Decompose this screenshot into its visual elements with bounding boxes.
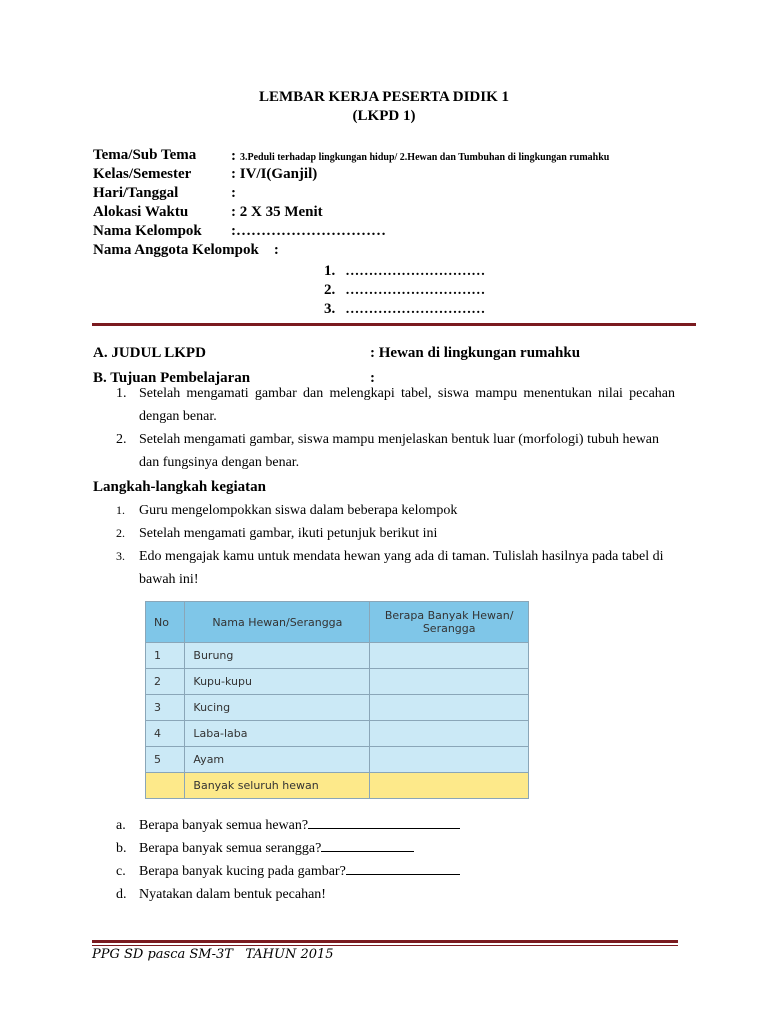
cell-name: Laba-laba [185,721,370,747]
cell-count[interactable] [370,695,529,721]
alokasi-label: Alokasi Waktu [93,204,189,220]
member-row: 1. ………………………… [324,263,486,279]
step-num: 2. [116,526,125,540]
footer-rule-thin [92,945,678,946]
animal-table [145,601,529,799]
page-subtitle: (LKPD 1) [352,108,416,124]
footer-rule [92,940,678,943]
member-row: 3. ………………………… [324,301,486,317]
question-letter: d. [116,887,127,902]
step-text: Guru mengelompokkan siswa dalam beberapa kelompok [139,503,458,518]
goal-text: dan fungsinya dengan benar. [139,455,300,470]
question-text: Berapa banyak semua hewan? [139,818,309,833]
section-b-label: B. Tujuan Pembelajaran [93,370,251,386]
footer-text: PPG SD pasca SM-3T TAHUN 2015 [92,947,334,962]
question-text: Berapa banyak kucing pada gambar? [139,864,346,879]
cell-name: Kupu-kupu [185,669,370,695]
steps-heading: Langkah-langkah kegiatan [93,479,266,495]
hari-label: Hari/Tanggal [93,185,179,201]
cell-count[interactable] [370,721,529,747]
question-letter: b. [116,841,127,856]
answer-blank[interactable] [346,860,460,875]
step-text: Edo mengajak kamu untuk mendata hewan yang ada di taman. Tulislah hasilnya pada tabel di [139,549,664,564]
member-row: 2. ………………………… [324,282,486,298]
question-text: Nyatakan dalam bentuk pecahan! [139,887,326,902]
goal-text: Setelah mengamati gambar dan melengkapi tabel, siswa mampu menentukan nilai pecahan [139,386,675,401]
section-a-label: A. JUDUL LKPD [93,345,206,361]
table-row [146,669,529,695]
step-num: 3. [116,549,125,563]
divider [92,323,696,326]
question-letter: a. [116,818,126,833]
tema-value: : 3.Peduli terhadap lingkungan hidup/ 2.Hewan dan Tumbuhan di lingkungan rumahku [231,148,610,164]
question [139,814,460,837]
table-row [146,747,529,773]
section-b-colon: : [370,370,375,386]
goal-text: dengan benar. [139,409,217,424]
table-total-row [146,773,529,799]
table-row [146,721,529,747]
cell-name: Burung [185,643,370,669]
cell-no: 2 [146,669,185,695]
tema-label: Tema/Sub Tema [93,147,197,163]
kelompok-value: :………………………… [231,223,386,239]
question-letter: c. [116,864,126,879]
step-num: 1. [116,503,125,517]
question-text: Berapa banyak semua serangga? [139,841,322,856]
table-row [146,643,529,669]
col-header-count: Berapa Banyak Hewan/ Serangga [370,602,529,643]
col-header-no: No [146,602,185,643]
table-header-row [146,602,529,643]
answer-blank[interactable] [321,837,414,852]
question [139,860,460,883]
section-a-value: : Hewan di lingkungan rumahku [370,345,581,361]
cell-no: 5 [146,747,185,773]
col-header-name: Nama Hewan/Serangga [185,602,370,643]
cell-no: 4 [146,721,185,747]
goal-num: 1. [116,386,127,401]
cell-name: Ayam [185,747,370,773]
tema-text: 3.Peduli terhadap lingkungan hidup/ 2.Hewan dan Tumbuhan di lingkungan rumahku [240,152,610,163]
cell-total-count[interactable] [370,773,529,799]
step-text: Setelah mengamati gambar, ikuti petunjuk berikut ini [139,526,438,541]
cell-no [146,773,185,799]
page-title: LEMBAR KERJA PESERTA DIDIK 1 [258,89,510,105]
cell-count[interactable] [370,643,529,669]
cell-count[interactable] [370,669,529,695]
cell-count[interactable] [370,747,529,773]
kelas-label: Kelas/Semester [93,166,192,182]
cell-no: 3 [146,695,185,721]
kelompok-label: Nama Kelompok [93,223,202,239]
answer-blank[interactable] [308,814,460,829]
cell-total-label: Banyak seluruh hewan [185,773,370,799]
cell-no: 1 [146,643,185,669]
table-row [146,695,529,721]
kelas-value: : IV/I(Ganjil) [231,166,318,182]
hari-value: : [231,185,236,201]
step-text: bawah ini! [139,572,199,587]
goal-num: 2. [116,432,127,447]
question [139,837,414,860]
cell-name: Kucing [185,695,370,721]
goal-text: Setelah mengamati gambar, siswa mampu menjelaskan bentuk luar (morfologi) tubuh hewan [139,432,660,447]
alokasi-value: : 2 X 35 Menit [231,204,323,220]
anggota-label: Nama Anggota Kelompok : [93,242,279,258]
